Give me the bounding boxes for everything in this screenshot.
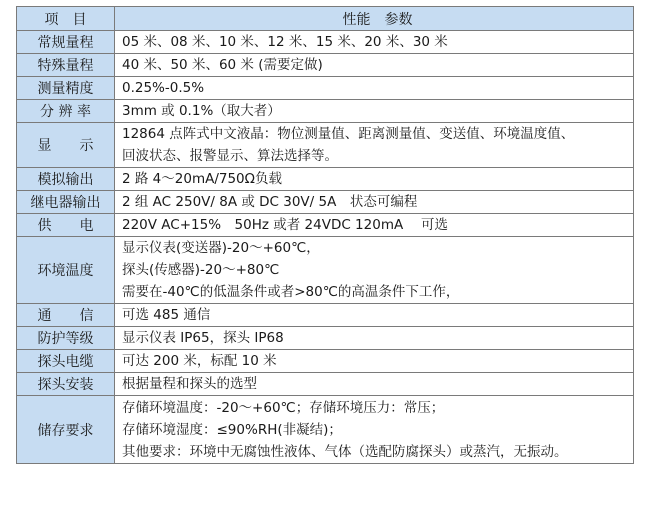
row-value: [115, 168, 634, 191]
table-row: [17, 396, 634, 464]
row-value: [115, 77, 634, 100]
row-value: [115, 54, 634, 77]
table-row: [17, 327, 634, 350]
table-row: [17, 100, 634, 123]
value-line: 显示仪表 IP65，探头 IP68: [122, 330, 284, 346]
value-line: 根据量程和探头的选型: [122, 376, 257, 392]
value-line: 3mm 或 0.1%（取大者）: [122, 103, 281, 119]
header-row: [17, 7, 634, 31]
row-label: 模拟输出: [17, 168, 115, 191]
value-line: 其他要求：环境中无腐蚀性液体、气体（选配防腐探头）或蒸汽，无振动。: [122, 443, 568, 460]
value-line: 可选 485 通信: [122, 307, 211, 323]
row-label: 防护等级: [17, 327, 115, 350]
row-value: [115, 350, 634, 373]
table-row: [17, 191, 634, 214]
table-row: [17, 214, 634, 237]
table-row: [17, 350, 634, 373]
row-label: 供 电: [17, 214, 115, 237]
row-value: [115, 304, 634, 327]
row-value: [115, 396, 634, 464]
row-label: 测量精度: [17, 77, 115, 100]
value-line: 探头(传感器)-20～+80℃: [122, 262, 280, 278]
table-row: [17, 54, 634, 77]
value-line: 2 路 4～20mA/750Ω负载: [122, 171, 282, 187]
row-label: 环境温度: [17, 237, 115, 304]
value-line: 220V AC+15% 50Hz 或者 24VDC 120mA 可选: [122, 217, 449, 233]
value-line: 回波状态、报警显示、算法选择等。: [122, 148, 338, 164]
row-label: 探头安装: [17, 373, 115, 396]
row-label: 分 辨 率: [17, 100, 115, 123]
row-value: [115, 123, 634, 168]
table-row: [17, 237, 634, 304]
value-line: 12864 点阵式中文液晶：物位测量值、距离测量值、变送值、环境温度值、: [122, 126, 575, 142]
value-line: 存储环境温度：-20～+60℃；存储环境压力：常压；: [122, 399, 445, 416]
table-row: [17, 123, 634, 168]
value-line: 需要在-40℃的低温条件或者>80℃的高温条件下工作，: [122, 284, 460, 300]
value-line: 40 米、50 米、60 米 (需要定做): [122, 57, 323, 73]
table-row: [17, 168, 634, 191]
value-line: 2 组 AC 250V/ 8A 或 DC 30V/ 5A 状态可编程: [122, 194, 418, 210]
row-label: 探头电缆: [17, 350, 115, 373]
row-value: [115, 237, 634, 304]
table-row: [17, 373, 634, 396]
table-row: [17, 31, 634, 54]
table-row: [17, 304, 634, 327]
row-value: [115, 214, 634, 237]
header-item: 项 目: [17, 7, 115, 31]
row-value: [115, 191, 634, 214]
value-line: 可达 200 米，标配 10 米: [122, 353, 277, 369]
value-line: 05 米、08 米、10 米、12 米、15 米、20 米、30 米: [122, 34, 448, 50]
row-value: [115, 327, 634, 350]
spec-table: [16, 6, 634, 464]
header-params: 性能 参数: [115, 7, 634, 31]
row-label: 常规量程: [17, 31, 115, 54]
row-value: [115, 31, 634, 54]
table-row: [17, 77, 634, 100]
value-line: 存储环境湿度：≤90%RH(非凝结)；: [122, 421, 342, 438]
row-value: [115, 373, 634, 396]
value-line: 显示仪表(变送器)-20～+60℃，: [122, 240, 320, 256]
value-line: 0.25%-0.5%: [122, 80, 205, 96]
row-label: 特殊量程: [17, 54, 115, 77]
row-label: 通 信: [17, 304, 115, 327]
spec-table-body: [17, 7, 634, 464]
row-value: [115, 100, 634, 123]
row-label: 显 示: [17, 123, 115, 168]
row-label: 继电器输出: [17, 191, 115, 214]
row-label: 储存要求: [17, 396, 115, 464]
